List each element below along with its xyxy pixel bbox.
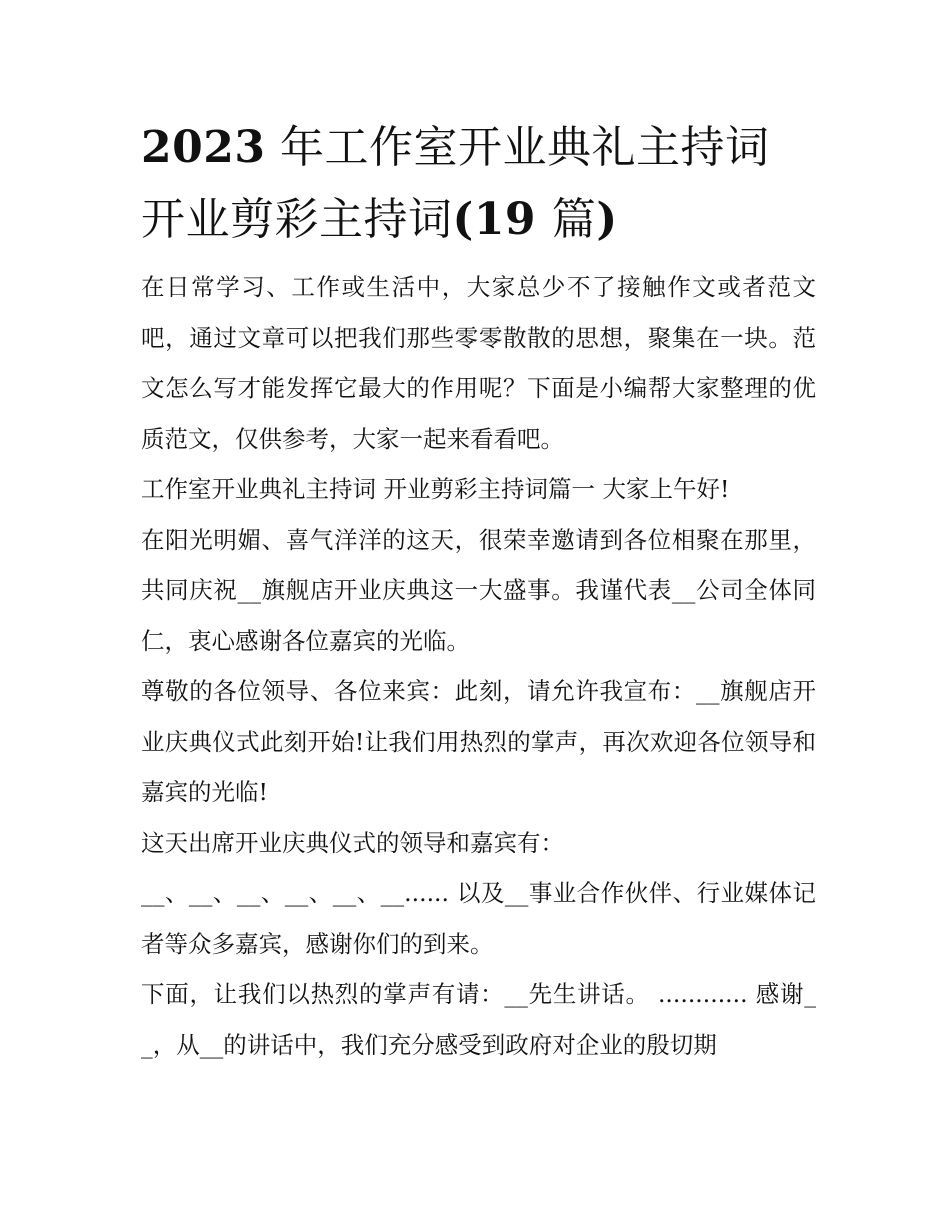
title-line-1 — [141, 112, 816, 184]
title-line-1-text: 年工作室开业典礼主持词 — [265, 122, 770, 173]
paragraph-opening-announcement: 尊敬的各位领导、各位来宾：此刻，请允许我宣布：__旗舰店开业庆典仪式此刻开始!让我们用热烈的掌声，再次欢迎各位领导和嘉宾的光临! — [141, 677, 816, 806]
document-body — [141, 112, 816, 1070]
title-count-close: ) — [596, 194, 618, 245]
paragraph-intro: 在日常学习、工作或生活中，大家总少不了接触作文或者范文吧，通过文章可以把我们那些零零散散的思想，聚集在一块。范文怎么写才能发挥它最大的作用呢？下面是小编帮大家整理的优质范文，仅供参考，大家一起来看看吧。 — [141, 273, 816, 453]
title-count-unit: 篇 — [551, 194, 597, 245]
paragraph-guests-intro: 这天出席开业庆典仪式的领导和嘉宾有： — [141, 828, 564, 857]
paragraph-speech: 下面，让我们以热烈的掌声有请：__先生讲话。 ............ 感谢__，从__的讲话中，我们充分感受到政府对企业的殷切期 — [141, 980, 816, 1059]
paragraph-section-heading: 工作室开业典礼主持词 开业剪彩主持词篇一 大家上午好! — [141, 475, 730, 503]
paragraph-welcome: 在阳光明媚、喜气洋洋的这天，很荣幸邀请到各位相聚在那里，共同庆祝__旗舰店开业庆典这一大盛事。我谨代表__公司全体同仁，衷心感谢各位嘉宾的光临。 — [141, 525, 816, 655]
title-line-2-text: 开业剪彩主持词 — [141, 194, 453, 245]
title-year: 2023 — [141, 122, 266, 173]
document-title — [141, 112, 816, 256]
title-count: (19 — [452, 194, 552, 245]
paragraph-guest-list: __、__、__、__、__、__...... 以及__事业合作伙伴、行业媒体记者等众多嘉宾，感谢你们的到来。 — [141, 879, 816, 958]
title-line-2 — [141, 184, 816, 256]
